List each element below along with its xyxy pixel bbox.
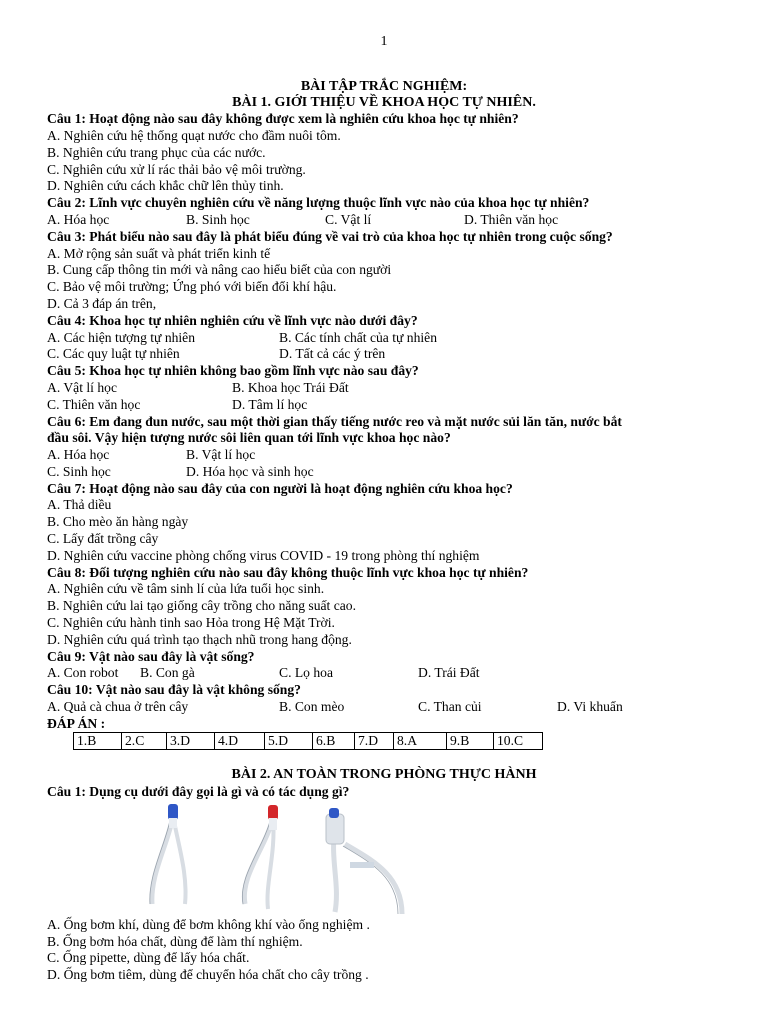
question-10: Câu 10: Vật nào sau đây là vật không sống? [47, 682, 301, 697]
b2q1-option-c: C. Ống pipette, dùng để lấy hóa chất. [47, 950, 250, 965]
q8-option-a: A. Nghiên cứu về tâm sinh lí của lứa tuổi học sinh. [47, 581, 325, 596]
q6-option-d: D. Hóa học và sinh học [186, 464, 314, 479]
q7-option-b: B. Cho mèo ăn hàng ngày [47, 514, 189, 529]
pump-2-image [242, 805, 278, 909]
q8-option-d: D. Nghiên cứu quá trình tạo thạch nhũ trong hang động. [47, 632, 352, 647]
q4-option-a: A. Các hiện tượng tự nhiên [47, 330, 196, 345]
q2-options [47, 212, 747, 228]
answer-cell: 5.D [265, 733, 313, 750]
q10-option-b: B. Con mèo [279, 699, 345, 714]
q10-option-c: C. Than củi [418, 699, 482, 714]
answer-cell: 3.D [167, 733, 215, 750]
q10-option-d: D. Vi khuẩn [557, 699, 623, 714]
q9-option-b: B. Con gà [140, 665, 195, 680]
lesson-2-title: BÀI 2. AN TOÀN TRONG PHÒNG THỰC HÀNH [231, 767, 537, 782]
q8-option-b: B. Nghiên cứu lai tạo giống cây trồng cho năng suất cao. [47, 598, 356, 613]
q4-option-c: C. Các quy luật tự nhiên [47, 346, 180, 361]
q10-option-a: A. Quả cà chua ở trên cây [47, 699, 189, 714]
question-2: Câu 2: Lĩnh vực chuyên nghiên cứu về năng lượng thuộc lĩnh vực nào của khoa học tự nhiên? [47, 195, 590, 210]
q5-option-b: B. Khoa học Trái Đất [232, 380, 349, 395]
b2q1-option-b: B. Ống bơm hóa chất, dùng để làm thí nghiệm. [47, 934, 303, 949]
q3-option-c: C. Bảo vệ môi trường; Ứng phó với biến đổi khí hậu. [47, 279, 337, 294]
question-8: Câu 8: Đối tượng nghiên cứu nào sau đây không thuộc lĩnh vực khoa học tự nhiên? [47, 565, 529, 580]
q3-option-d: D. Cả 3 đáp án trên, [47, 296, 157, 311]
answer-key-row [74, 733, 543, 750]
q3-option-b: B. Cung cấp thông tin mới và nâng cao hiểu biết của con người [47, 262, 392, 277]
q9-option-a: A. Con robot [47, 665, 119, 680]
question-6-line-1: Câu 6: Em đang đun nước, sau một thời gian thấy tiếng nước reo và mặt nước sủi lăn tăn, nước bắt [47, 414, 622, 429]
q5-options-row-2 [47, 397, 747, 413]
pump-3-image [326, 808, 402, 914]
q5-option-d: D. Tâm lí học [232, 397, 308, 412]
q6-options-row-2 [47, 464, 747, 480]
q4-options-row-2 [47, 346, 747, 362]
q6-option-b: B. Vật lí học [186, 447, 256, 462]
q4-option-b: B. Các tính chất của tự nhiên [279, 330, 437, 345]
q5-option-c: C. Thiên văn học [47, 397, 141, 412]
q2-option-c: C. Vật lí [325, 212, 372, 227]
q6-option-a: A. Hóa học [47, 447, 110, 462]
q9-option-c: C. Lọ hoa [279, 665, 333, 680]
b2q1-option-d: D. Ống bơm tiêm, dùng để chuyển hóa chất cho cây trồng . [47, 967, 369, 982]
q1-option-a: A. Nghiên cứu hệ thống quạt nước cho đầm nuôi tôm. [47, 128, 341, 143]
question-6-line-2: đầu sôi. Vậy hiện tượng nước sôi liên quan tới lĩnh vực khoa học nào? [47, 430, 451, 445]
dropper-pump-illustration [140, 804, 410, 916]
answer-cell: 4.D [215, 733, 265, 750]
q3-option-a: A. Mở rộng sản suất và phát triển kinh tế [47, 246, 271, 261]
page-number: 1 [380, 34, 388, 49]
q4-options-row-1 [47, 330, 747, 346]
q2-option-a: A. Hóa học [47, 212, 110, 227]
question-5: Câu 5: Khoa học tự nhiên không bao gồm lĩnh vực nào sau đây? [47, 363, 419, 378]
q5-option-a: A. Vật lí học [47, 380, 117, 395]
q2-option-b: B. Sinh học [186, 212, 250, 227]
question-9: Câu 9: Vật nào sau đây là vật sống? [47, 649, 255, 664]
answer-cell: 9.B [447, 733, 494, 750]
q9-options [47, 665, 747, 681]
answer-cell: 2.C [122, 733, 167, 750]
answer-key-table [73, 732, 543, 750]
lesson-1-title: BÀI 1. GIỚI THIỆU VỀ KHOA HỌC TỰ NHIÊN. [232, 95, 536, 110]
question-7: Câu 7: Hoạt động nào sau đây của con người là hoạt động nghiên cứu khoa học? [47, 481, 513, 496]
question-4: Câu 4: Khoa học tự nhiên nghiên cứu về lĩnh vực nào dưới đây? [47, 313, 418, 328]
pump-1-image [150, 804, 186, 904]
answer-cell: 7.D [355, 733, 394, 750]
answer-cell: 1.B [74, 733, 122, 750]
b2q1-option-a: A. Ống bơm khí, dùng để bơm không khí vào ống nghiệm . [47, 917, 370, 932]
q7-option-c: C. Lấy đất trồng cây [47, 531, 159, 546]
q10-options [47, 699, 747, 715]
q1-option-d: D. Nghiên cứu cách khắc chữ lên thủy tinh. [47, 178, 284, 193]
q8-option-c: C. Nghiên cứu hành tinh sao Hỏa trong Hệ Mặt Trời. [47, 615, 335, 630]
q6-option-c: C. Sinh học [47, 464, 111, 479]
question-3: Câu 3: Phát biểu nào sau đây là phát biểu đúng về vai trò của khoa học tự nhiên trong cuộc sống? [47, 229, 613, 244]
answer-cell: 10.C [494, 733, 543, 750]
q2-option-d: D. Thiên văn học [464, 212, 559, 227]
answer-cell: 6.B [313, 733, 355, 750]
q9-option-d: D. Trái Đất [418, 665, 480, 680]
lesson-2-question-1: Câu 1: Dụng cụ dưới đây gọi là gì và có tác dụng gì? [47, 784, 350, 799]
q1-option-b: B. Nghiên cứu trang phục của các nước. [47, 145, 266, 160]
answer-key-label: ĐÁP ÁN : [47, 716, 106, 731]
q6-options-row-1 [47, 447, 747, 463]
worksheet-title: BÀI TẬP TRẮC NGHIỆM: [300, 79, 468, 94]
q1-option-c: C. Nghiên cứu xử lí rác thải bảo vệ môi trường. [47, 162, 306, 177]
q5-options-row-1 [47, 380, 747, 396]
q4-option-d: D. Tất cả các ý trên [279, 346, 386, 361]
question-1: Câu 1: Hoạt động nào sau đây không được xem là nghiên cứu khoa học tự nhiên? [47, 111, 519, 126]
answer-cell: 8.A [394, 733, 447, 750]
q7-option-d: D. Nghiên cứu vaccine phòng chống virus COVID - 19 trong phòng thí nghiệm [47, 548, 480, 563]
q7-option-a: A. Thả diều [47, 497, 112, 512]
